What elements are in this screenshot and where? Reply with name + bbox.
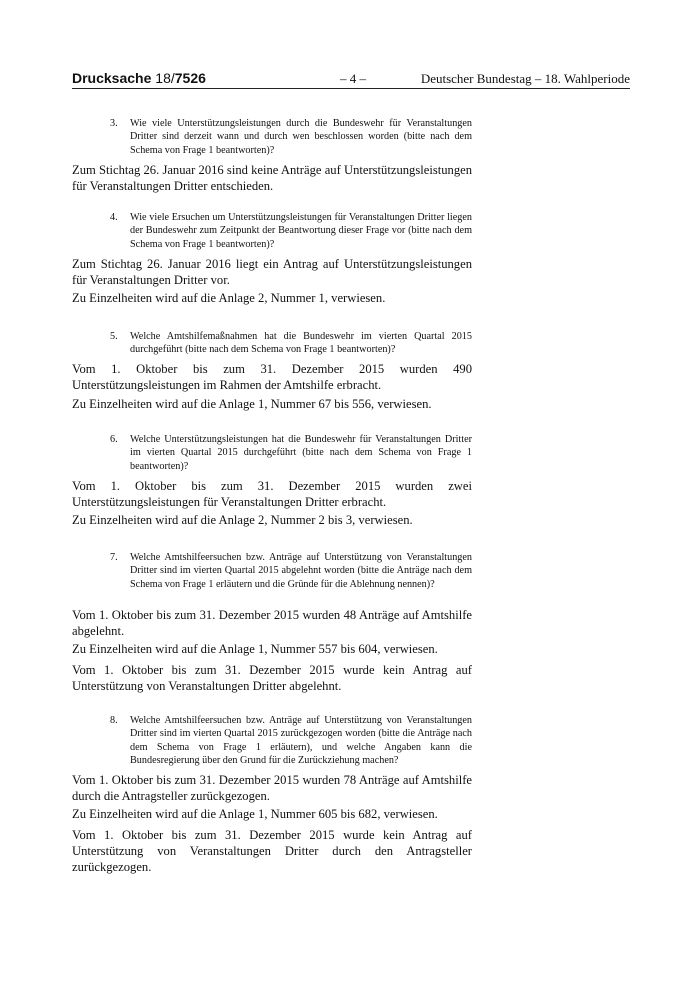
answer-4-1: Zum Stichtag 26. Januar 2016 liegt ein Antrag auf Unterstützungsleistungen für Veranstaltungen Dritter vor. (72, 257, 472, 287)
question-number: 7. (110, 552, 118, 563)
answer-6-2: Zu Einzelheiten wird auf die Anlage 2, Nummer 2 bis 3, verwiesen. (72, 513, 413, 527)
page-number: – 4 – (340, 71, 366, 86)
answer-5-1: Vom 1. Oktober bis zum 31. Dezember 2015 wurden 490 Unterstützungsleistungen im Rahmen der Amtshilfe erbracht. (72, 362, 472, 392)
question-number: 5. (110, 331, 118, 342)
question-7 (110, 551, 472, 591)
question-number: 4. (110, 212, 118, 223)
answer-4-2: Zu Einzelheiten wird auf die Anlage 2, Nummer 1, verwiesen. (72, 291, 386, 305)
doc-type: Drucksache (72, 70, 152, 86)
question-3 (110, 117, 472, 157)
question-8 (110, 714, 472, 767)
answer-3-1: Zum Stichtag 26. Januar 2016 sind keine Anträge auf Unterstützungsleistungen für Veranstaltungen Dritter entschieden. (72, 163, 472, 193)
question-number: 6. (110, 434, 118, 445)
question-text: Welche Amtshilfeersuchen bzw. Anträge auf Unterstützung von Veranstaltungen Dritter sind im vierten Quartal 2015 abgelehnt worden (bitte die Anträge nach dem Schema von Frage 1 erläutern und die Gründe für die Ablehnung nennen)? (130, 552, 472, 590)
question-text: Welche Amtshilfemaßnahmen hat die Bundeswehr im vierten Quartal 2015 durchgeführt (bitte nach dem Schema von Frage 1 beantworten)? (130, 331, 472, 356)
answer-8-1: Vom 1. Oktober bis zum 31. Dezember 2015 wurden 78 Anträge auf Amtshilfe durch die Antragsteller zurückgezogen. (72, 773, 472, 803)
publisher: Deutscher Bundestag – 18. Wahlperiode (420, 71, 630, 86)
answer-7-3: Vom 1. Oktober bis zum 31. Dezember 2015 wurde kein Antrag auf Unterstützung von Veranstaltungen Dritter abgelehnt. (72, 663, 472, 693)
question-6 (110, 433, 472, 473)
question-number: 8. (110, 715, 118, 726)
question-text: Welche Unterstützungsleistungen hat die Bundeswehr für Veranstaltungen Dritter im vierten Quartal 2015 durchgeführt (bitte nach dem Schema von Frage 1 beantworten)? (130, 434, 472, 472)
answer-7-2: Zu Einzelheiten wird auf die Anlage 1, Nummer 557 bis 604, verwiesen. (72, 642, 438, 656)
question-text: Wie viele Ersuchen um Unterstützungsleistungen für Veranstaltungen Dritter liegen der Bundeswehr zum Zeitpunkt der Beantwortung dieser Frage vor (bitte nach dem Schema von Frage 1 beantworten)? (130, 212, 472, 250)
question-number: 3. (110, 118, 118, 129)
doc-number-prefix: 18/ (155, 70, 175, 86)
answer-5-2: Zu Einzelheiten wird auf die Anlage 1, Nummer 67 bis 556, verwiesen. (72, 397, 432, 411)
answer-6-1: Vom 1. Oktober bis zum 31. Dezember 2015 wurden zwei Unterstützungsleistungen für Veranstaltungen Dritter erbracht. (72, 479, 472, 509)
question-text: Welche Amtshilfeersuchen bzw. Anträge auf Unterstützung von Veranstaltungen Dritter sind im vierten Quartal 2015 zurückgezogen worden (bitte die Anträge nach dem Schema von Frage 1 erläutern), und welche Angaben kann die Bundesregierung über den Grund für die Zurückziehung machen? (130, 715, 472, 766)
answer-8-2: Zu Einzelheiten wird auf die Anlage 1, Nummer 605 bis 682, verwiesen. (72, 807, 438, 821)
doc-number: 7526 (174, 70, 206, 86)
answer-7-1: Vom 1. Oktober bis zum 31. Dezember 2015 wurden 48 Anträge auf Amtshilfe abgelehnt. (72, 608, 472, 638)
question-5 (110, 330, 472, 357)
question-text: Wie viele Unterstützungsleistungen durch die Bundeswehr für Veranstaltungen Dritter sind derzeit wann und durch wen beschlossen worden (bitte nach dem Schema von Frage 1 beantworten)? (130, 118, 472, 156)
document-id (72, 70, 206, 86)
answer-8-3: Vom 1. Oktober bis zum 31. Dezember 2015 wurde kein Antrag auf Unterstützung von Veranstaltungen Dritter durch den Antragsteller zurückgezogen. (72, 828, 472, 874)
question-4 (110, 211, 472, 251)
page-header (72, 70, 630, 89)
